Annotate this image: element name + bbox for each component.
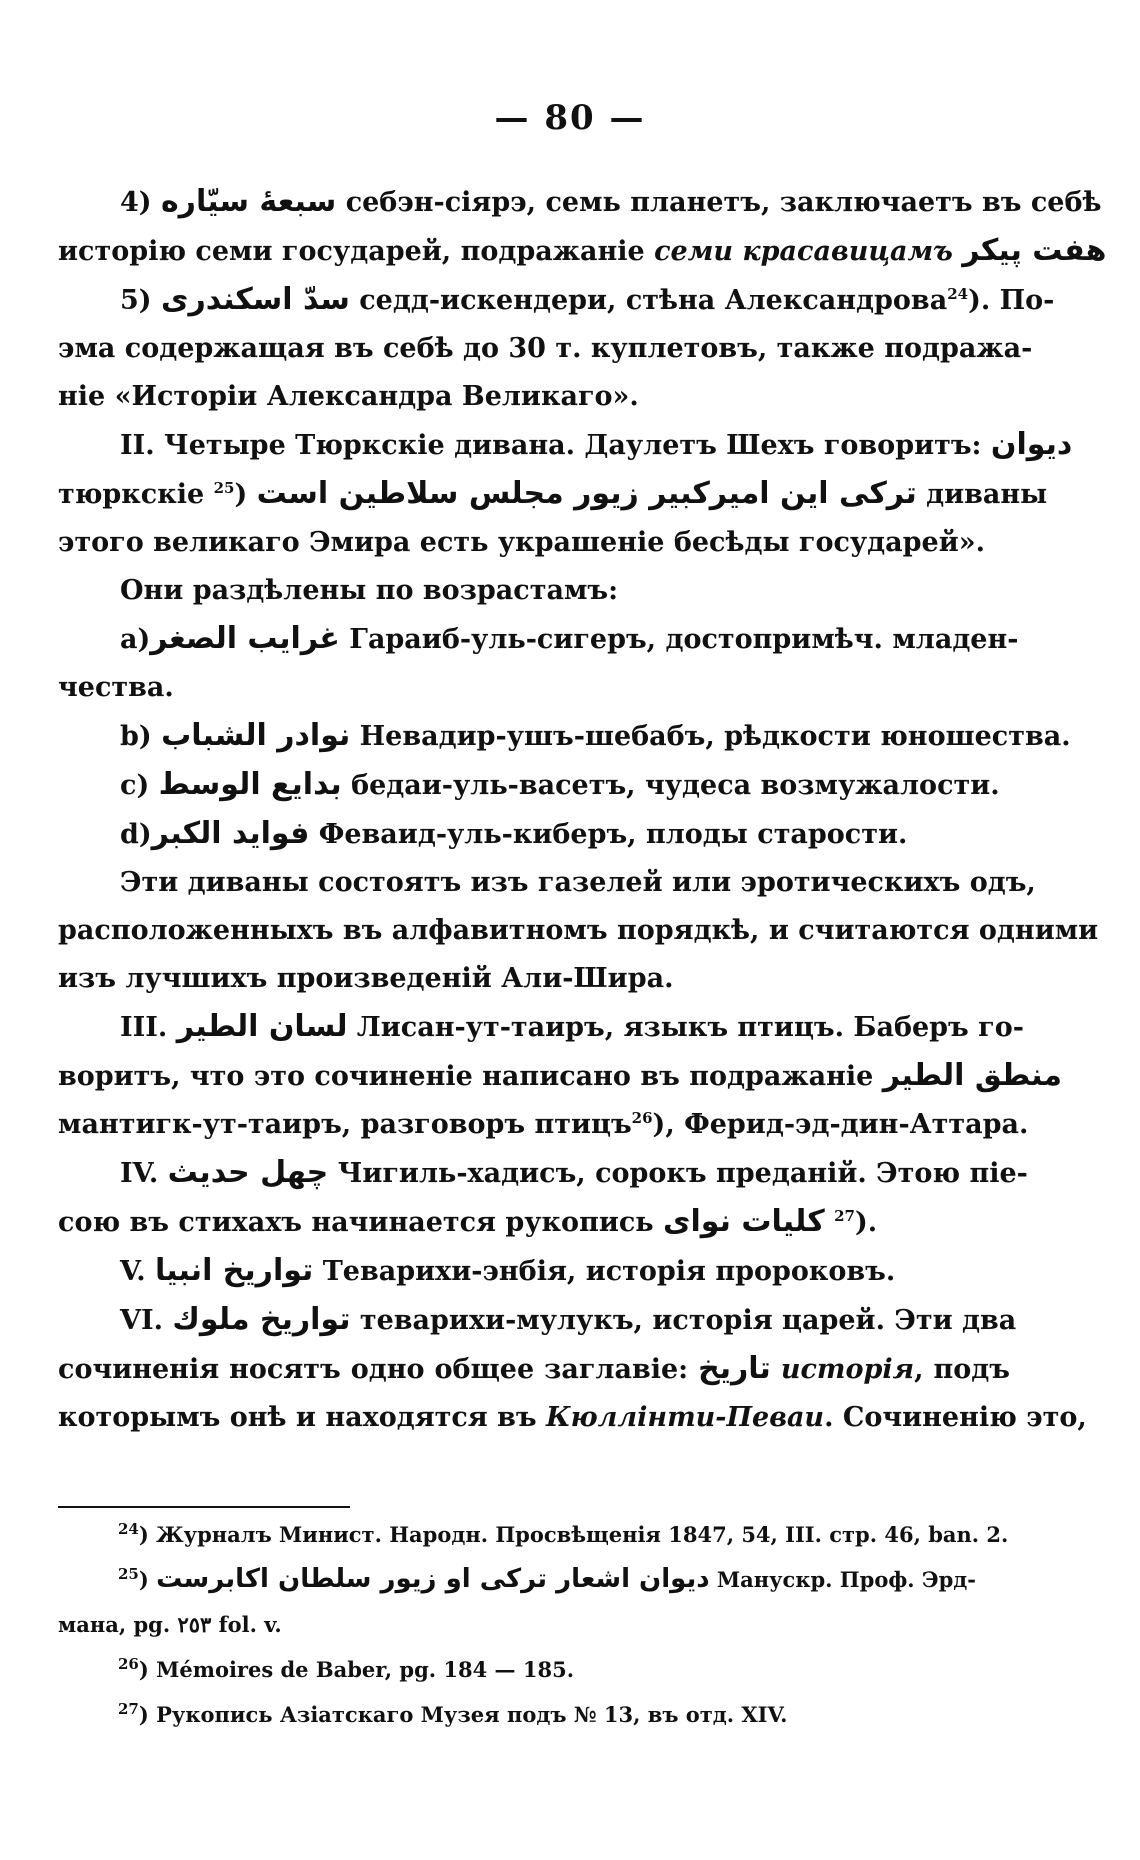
line-text: Невадир-ушъ-шебабъ, рѣдкости юношества. [359,721,1071,752]
italic-text: исторія [780,1354,915,1385]
item-number: d) [120,819,152,850]
footnote [118,1512,1010,1557]
text-line: тюркскіе $^{25}$) تركى اين اميركبير زيور مجلس سلاطين است диваны [58,476,1048,511]
footnote-ref: 26 [631,1109,653,1127]
arabic-title: لسان الطير [176,1009,348,1044]
footnote-mark: 26 [118,1655,139,1673]
footnote-ref: 25 [213,479,235,497]
arabic-title: كليات نواى [663,1204,825,1239]
text-line [58,276,1055,325]
line-text: исторію семи государей, подражаніе [58,236,645,267]
line-text: Феваид-уль-киберъ, плоды старости. [318,819,908,850]
text-line [58,1394,1087,1442]
line-text: сою въ стихахъ начинается рукопись [58,1207,654,1238]
text-line [58,1052,1062,1101]
footnote [118,1692,1010,1737]
line-text: ), Ферид-эд-дин-Аттара. [652,1109,1029,1140]
line-text: II. Четыре Тюркскіе дивана. Даулетъ Шехъ говоритъ: [120,430,982,461]
footnote [118,1557,1010,1602]
footnote-text: ) Журналъ Минист. Народн. Просвѣщенія 1847, 54, III. стр. 46, ban. 2. [138,1522,1009,1547]
text-line [58,712,1071,761]
text-line [58,1149,1028,1198]
line-text: диваны [926,479,1048,510]
footnote-ref: 27 [834,1207,855,1225]
arabic-title: تواريخ ملوك [172,1302,351,1337]
footnote-text: ) Рукопись Азіатскаго Музея подъ № 13, въ отд. XIV. [138,1702,788,1727]
footnote-mark: 25 [118,1565,139,1583]
footnote-divider [58,1506,350,1508]
item-number: V. [120,1256,146,1287]
text-line [58,421,1073,470]
text-line: изъ лучшихъ произведеній Али-Шира. [58,963,674,994]
arabic-quote: تركى اين اميركبير زيور مجلس سلاطين است [256,476,917,511]
line-text: сочиненія носятъ одно общее заглавіе: [58,1354,689,1385]
footnote-text: ) [138,1567,149,1592]
line-text: , подъ [914,1354,1010,1385]
text-line [58,615,1019,664]
text-line: эма содержащая въ себѣ до 30 т. куплетовъ, также подража- [58,333,1033,364]
line-text: которымъ онѣ и находятся въ [58,1402,537,1433]
line-text: седд-искендери, стѣна Александрова [359,285,948,316]
page-number: — 80 — [494,98,646,138]
line-text: теварихи-мулукъ, исторія царей. Эти два [359,1305,1017,1336]
main-text [58,178,1107,1442]
line-text: Чигиль-хадисъ, сорокъ преданій. Этою піе- [337,1158,1028,1189]
text-line [58,1003,1024,1052]
text-line: Они раздѣлены по возрастамъ: [120,575,619,606]
arabic-word: ديوان [990,427,1073,462]
item-number: 5) [120,285,152,316]
italic-text: Кюллінти-Певаи [546,1402,825,1433]
text-line [58,761,1010,810]
item-number: IV. [120,1158,159,1189]
item-number: a) [120,624,151,655]
footnote [118,1647,1010,1692]
footnote-mark: 24 [118,1520,139,1538]
text-line [58,1247,1010,1296]
arabic-word: تاريخ [698,1351,771,1386]
arabic-title: غرايب الصغر [150,621,340,656]
text-line [58,1345,1010,1394]
footnote-ref: 24 [947,285,969,303]
footnote-text: Манускр. Проф. Эрд- [716,1567,976,1592]
text-line: Эти диваны состоятъ изъ газелей или эротическихъ одъ, [120,867,1036,898]
line-text: себэн-сіярэ, семь планетъ, заключаетъ въ себѣ [345,187,1102,218]
text-line [58,1296,1017,1345]
line-text: Лисан-ут-таиръ, языкъ птицъ. Баберъ го- [356,1012,1024,1043]
arabic-title: تواريخ انبيا [155,1253,314,1288]
text-line [58,1101,1029,1149]
item-number: III. [120,1012,168,1043]
line-text: бедаи-уль-васетъ, чудеса возмужалости. [351,770,1000,801]
text-line [58,178,1102,227]
item-number: b) [120,721,152,752]
text-line [58,227,1107,276]
text-line: этого великаго Эмира есть украшеніе бесѣды государей». [58,527,986,558]
arabic-title: نوادر الشباب [161,718,351,753]
text-line: расположенныхъ въ алфавитномъ порядкѣ, и считаются одними [58,915,1099,946]
line-text: Гараиб-уль-сигеръ, достопримѣч. младен- [349,624,1019,655]
arabic-title: چهل حديث [167,1155,329,1190]
italic-text: семи красавицамъ [654,236,953,267]
line-text: тюркскіе [58,479,205,510]
item-number: c) [120,770,150,801]
text-line: ніе «Исторіи Александра Великаго». [58,381,639,412]
line-text: ). По- [968,285,1055,316]
line-text: мантигк-ут-таиръ, разговоръ птицъ [58,1109,632,1140]
line-text: ). [854,1207,878,1238]
item-number: 4) [120,187,152,218]
arabic-title: ديوان اشعار تركى او زيور سلطان اكابرست [156,1564,710,1594]
arabic-title: فوايد الكبر [151,816,310,851]
arabic-title: هفت پيكر [962,233,1107,268]
item-number: VI. [120,1305,163,1336]
text-line [58,810,1010,859]
text-line: чества. [58,672,174,703]
footnote-mark: 27 [118,1700,139,1718]
arabic-title: منطق الطير [882,1058,1062,1093]
arabic-title: بدايع الوسط [158,767,342,802]
footnote: мана, pg. ٢٥٣ fol. v. [58,1612,282,1637]
line-text: воритъ, что это сочиненіе написано въ подражаніе [58,1061,874,1092]
footnotes [58,1512,1010,1737]
arabic-title: سدّ اسكندرى [160,282,350,317]
line-text: Теварихи-энбія, исторія пророковъ. [322,1256,896,1287]
text-line [58,1198,1010,1247]
line-text: . Сочиненію это, [824,1402,1087,1433]
arabic-title: سبعهٔ سيّاره [160,184,337,219]
footnote-text: ) Mémoires de Baber, pg. 184 — 185. [138,1657,574,1682]
